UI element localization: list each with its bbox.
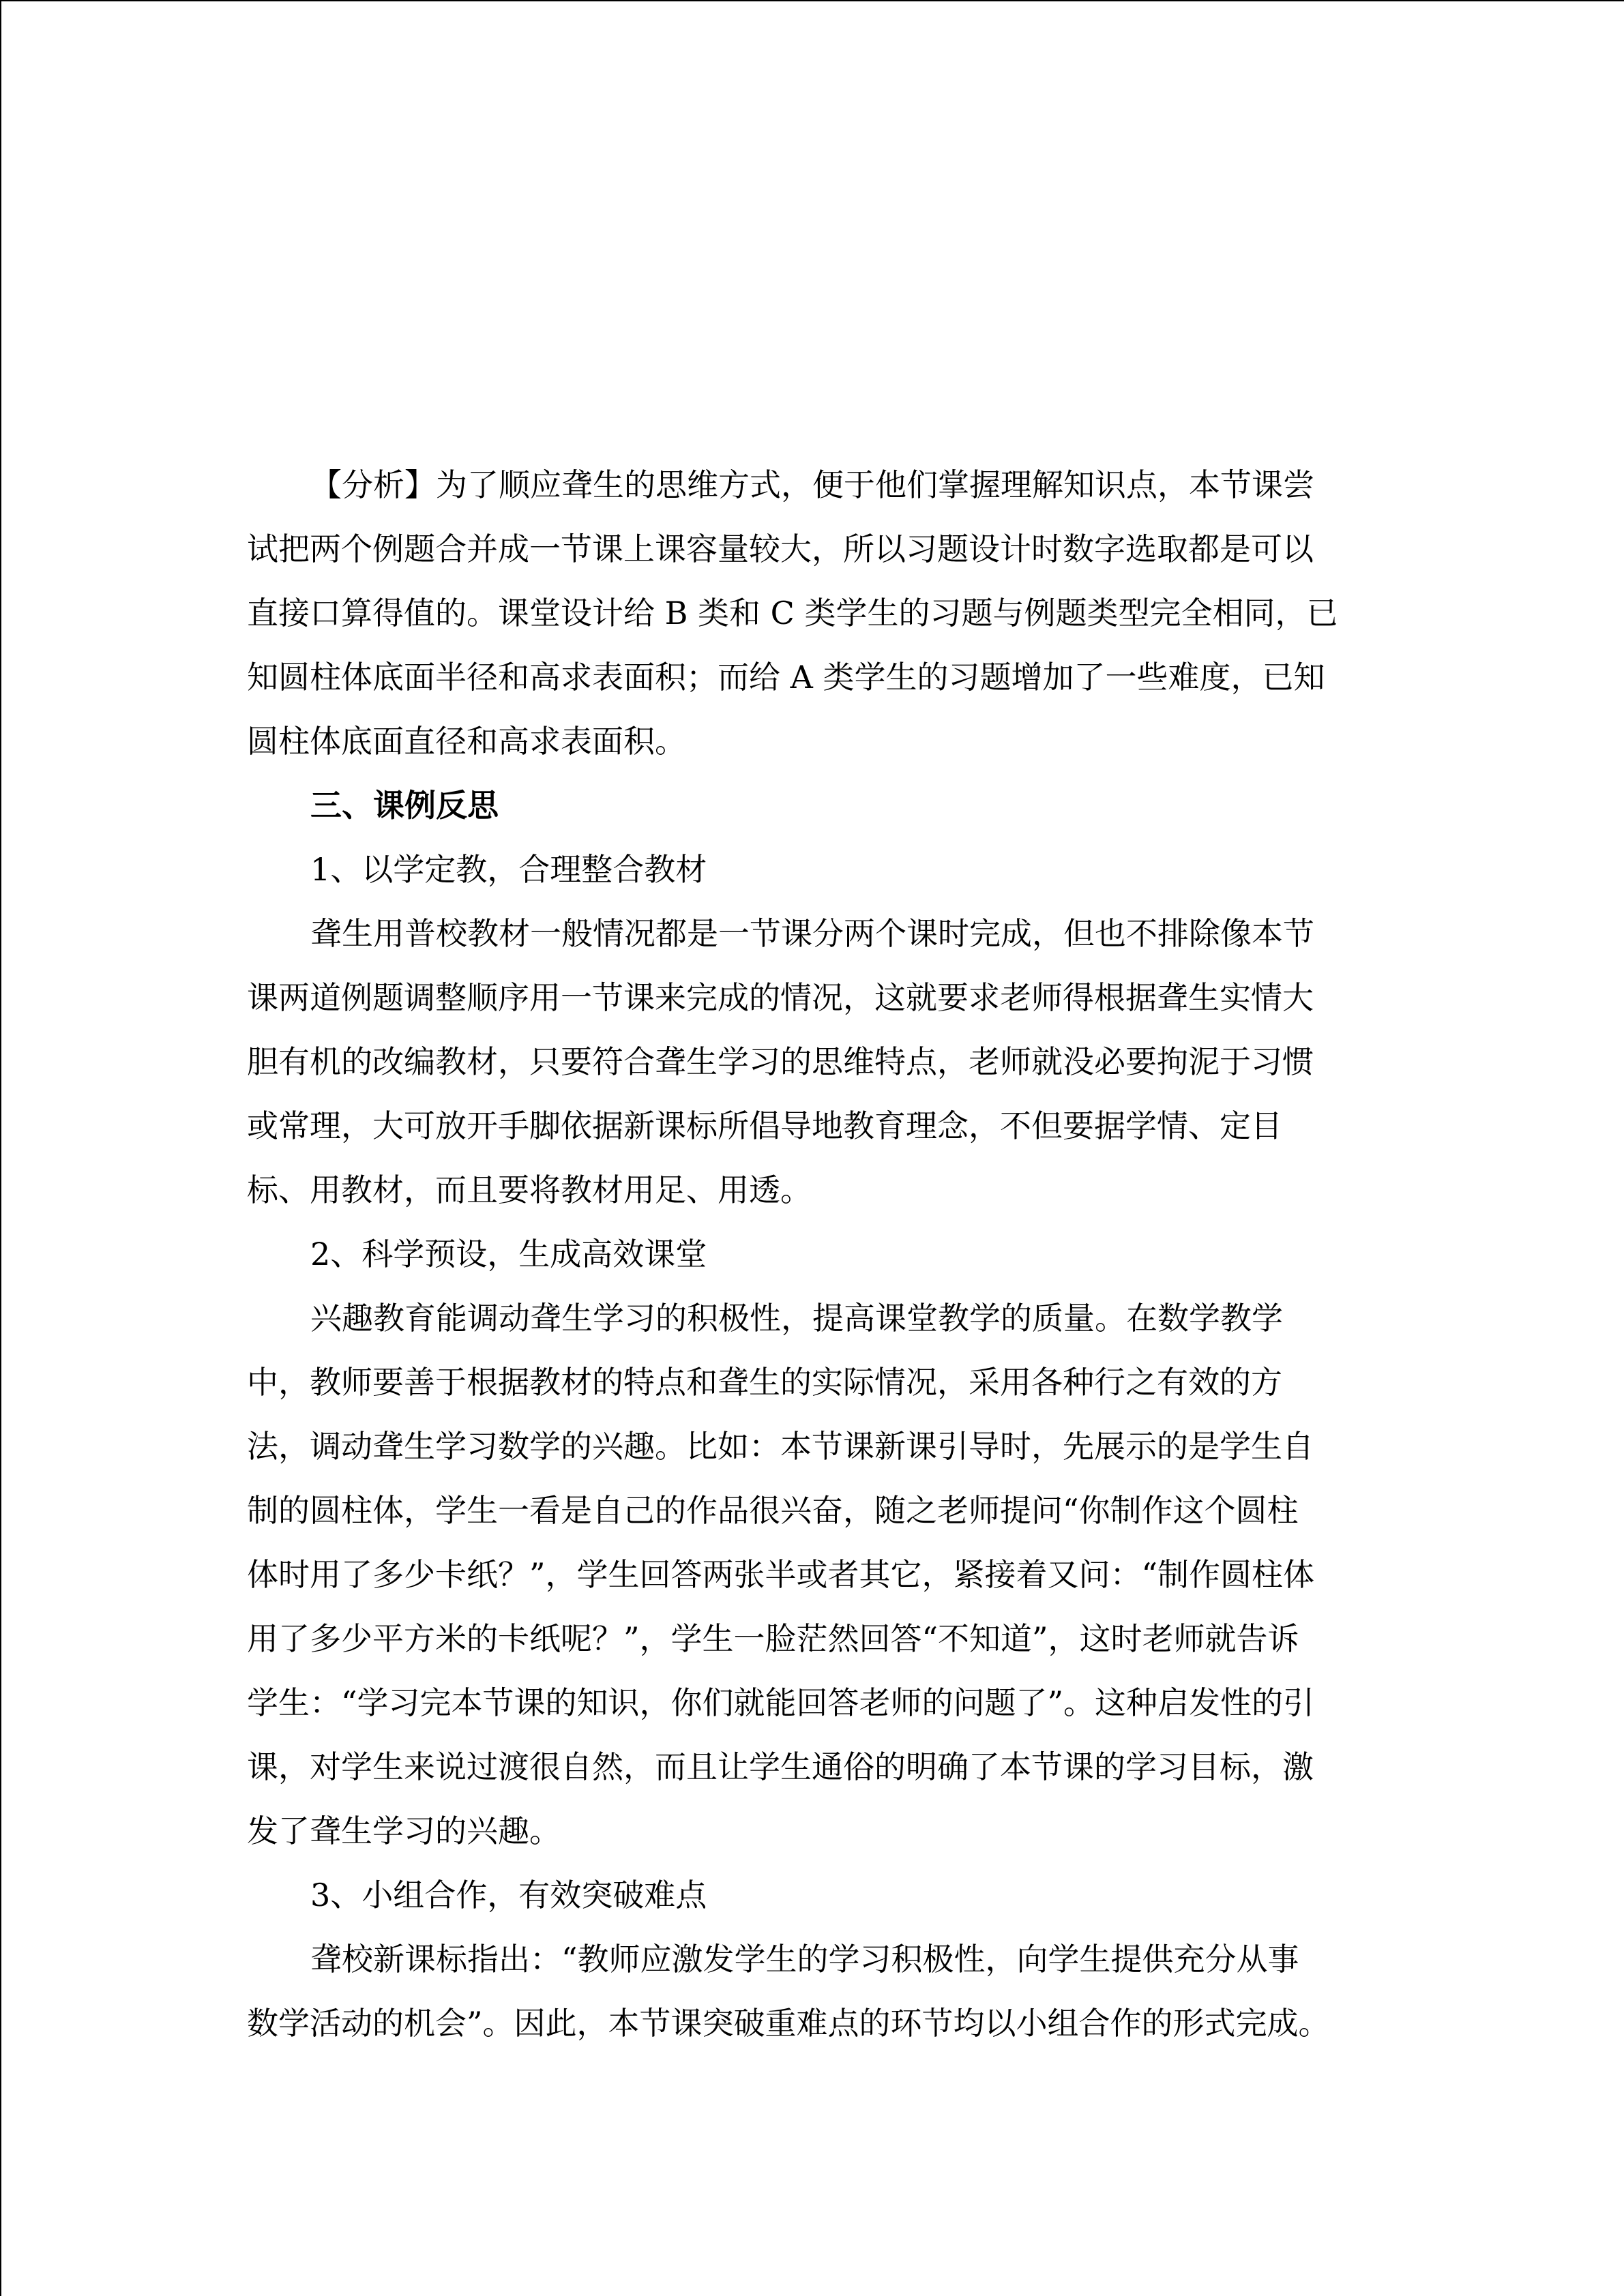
- point-1-heading: 1、以学定教，合理整合教材: [310, 851, 707, 888]
- analysis-line: 【分析】为了顺应聋生的思维方式，便于他们掌握理解知识点，本节课尝: [310, 466, 1314, 503]
- point-3-heading: 3、小组合作，有效突破难点: [310, 1877, 707, 1913]
- point-1-line: 课两道例题调整顺序用一节课来完成的情况，这就要求老师得根据聋生实情大: [247, 979, 1314, 1016]
- analysis-line: 知圆柱体底面半径和高求表面积；而给 A 类学生的习题增加了一些难度，已知: [247, 659, 1325, 696]
- point-2-line: 体时用了多少卡纸？”，学生回答两张半或者其它，紧接着又问：“制作圆柱体: [247, 1556, 1315, 1593]
- point-2-line: 课，对学生来说过渡很自然，而且让学生通俗的明确了本节课的学习目标，激: [247, 1748, 1314, 1785]
- point-2-line: 发了聋生学习的兴趣。: [247, 1813, 561, 1849]
- point-3-line: 聋校新课标指出：“教师应激发学生的学习积极性，向学生提供充分从事: [310, 1941, 1299, 1978]
- point-2-line: 兴趣教育能调动聋生学习的积极性，提高课堂教学的质量。在数学教学: [310, 1300, 1283, 1337]
- point-2-line: 用了多少平方米的卡纸呢？”，学生一脸茫然回答“不知道”，这时老师就告诉: [247, 1620, 1299, 1657]
- point-2-line: 中，教师要善于根据教材的特点和聋生的实际情况，采用各种行之有效的方: [247, 1364, 1282, 1401]
- analysis-line: 圆柱体底面直径和高求表面积。: [247, 723, 686, 760]
- analysis-line: 直接口算得值的。课堂设计给 B 类和 C 类学生的习题与例题类型完全相同，已: [247, 595, 1338, 631]
- point-2-heading: 2、科学预设，生成高效课堂: [310, 1236, 707, 1272]
- point-1-line: 标、用教材，而且要将教材用足、用透。: [247, 1172, 812, 1208]
- document-body: [247, 453, 1379, 2055]
- point-1-line: 或常理，大可放开手脚依据新课标所倡导地教育理念，不但要据学情、定目: [247, 1107, 1282, 1144]
- analysis-line: 试把两个例题合并成一节课上课容量较大，所以习题设计时数字选取都是可以: [247, 531, 1314, 567]
- point-2-line: 制的圆柱体，学生一看是自己的作品很兴奋，随之老师提问“你制作这个圆柱: [247, 1492, 1299, 1529]
- point-1-line: 聋生用普校教材一般情况都是一节课分两个课时完成，但也不排除像本节: [310, 915, 1314, 952]
- point-2-line: 法，调动聋生学习数学的兴趣。比如：本节课新课引导时，先展示的是学生自: [247, 1428, 1314, 1465]
- section-heading: 三、课例反思: [310, 787, 499, 824]
- point-3-line: 数学活动的机会”。因此，本节课突破重难点的环节均以小组合作的形式完成。: [247, 2005, 1330, 2042]
- point-1-line: 胆有机的改编教材，只要符合聋生学习的思维特点，老师就没必要拘泥于习惯: [247, 1043, 1314, 1080]
- point-2-line: 学生：“学习完本节课的知识，你们就能回答老师的问题了”。这种启发性的引: [247, 1684, 1315, 1721]
